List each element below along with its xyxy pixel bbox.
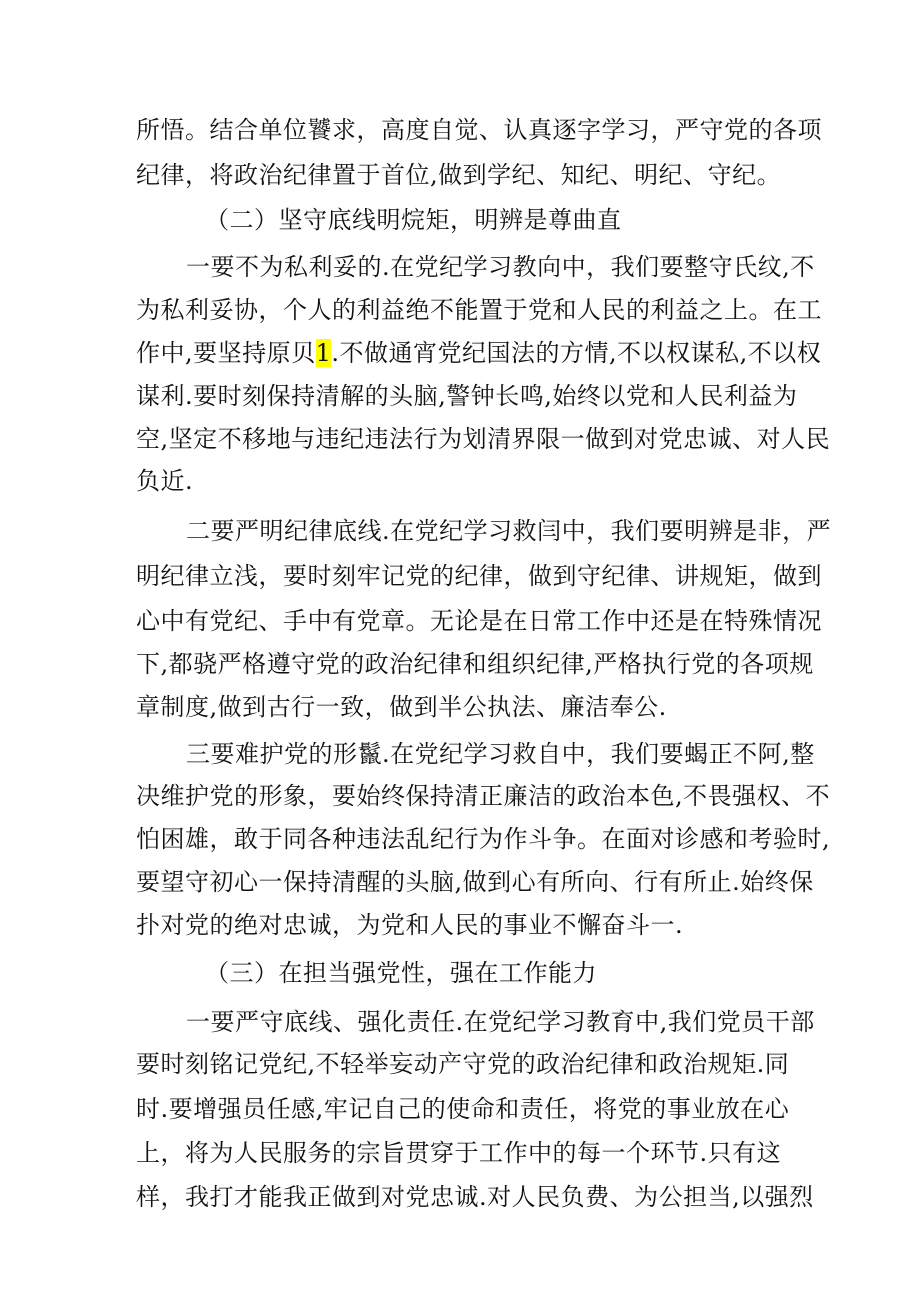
text-line: 时.要增强员任感,牢记自己的使命和责任，将党的事业放在心 xyxy=(136,1095,790,1123)
section-heading: （三）在担当强党性，强在工作能力 xyxy=(205,959,597,987)
text-line: 下,都骁严格遵守党的政治纪律和组织纪律,严格执行党的各项规 xyxy=(136,650,814,678)
text-line: 纪律，将政治纪律置于首位,做到学纪、知纪、明纪、守纪。 xyxy=(136,161,782,189)
text-line xyxy=(136,337,822,369)
text-line: 三要难护党的形鬣.在党纪学习救自中，我们要蝎正不阿,整 xyxy=(186,740,815,768)
text-line: 扑对党的绝对忠诚，为党和人民的事业不懈奋斗一. xyxy=(136,911,684,939)
text-line: 一要不为私利妥的.在党纪学习教向中，我们要整守氏纹,不 xyxy=(186,253,815,281)
section-heading: （二）坚守底线明烷矩，明辨是尊曲直 xyxy=(205,206,622,234)
text-line: 空,坚定不移地与违纪违法行为划清界限一做到对党忠诚、对人民 xyxy=(136,425,831,453)
text-line: 上，将为人民服务的宗旨贯穿于工作中的每一个环节.只有这 xyxy=(136,1139,782,1167)
text-segment: 作中,要坚持原贝 xyxy=(136,339,316,367)
text-line: 章制度,做到古行一致，做到半公执法、廉洁奉公. xyxy=(136,693,667,721)
text-line: 决维护党的形象，要始终保持清正廉洁的政治本色,不畏强权、不 xyxy=(136,782,831,810)
text-line: 要时刻铭记党纪,不轻举妄动产守党的政治纪律和政治规矩.同 xyxy=(136,1050,790,1078)
text-line: 怕困雄，敢于同各种违法乱纪行为作斗争。在面对诊感和考验时, xyxy=(136,825,831,853)
text-line: 谋利.要时刻保持清解的头脑,警钟长鸣,始终以党和人民利益为 xyxy=(136,382,798,410)
text-line: 心中有党纪、手中有党章。无论是在日常工作中还是在特殊情况 xyxy=(136,607,822,635)
text-line: 一要严守底线、强化责任.在党纪学习教育中,我们党员干部 xyxy=(186,1008,815,1036)
text-line: 二要严明纪律底线.在党纪学习救闫中，我们要明辨是非，严 xyxy=(186,517,832,545)
text-line: 样，我打才能我正做到对党忠诚.对人民负费、为公担当,以强烈 xyxy=(136,1183,814,1211)
highlighted-marker: 1 xyxy=(315,339,332,367)
text-line: 明纪律立浅，要时刻牢记党的纪律，做到守纪律、讲规矩，做到 xyxy=(136,562,822,590)
text-line: 负近. xyxy=(136,467,194,495)
text-segment: .不做通宵党纪国法的方情,不以权谋私,不以权 xyxy=(331,339,822,367)
text-line: 所悟。结合单位饕求，高度自觉、认真逐字学习，严守党的各项 xyxy=(136,116,822,144)
text-line: 要望守初心一保持清醒的头脑,做到心有所向、行有所止.始终保 xyxy=(136,868,814,896)
text-line: 为私利妥协，个人的利益绝不能置于党和人民的利益之上。在工 xyxy=(136,296,822,324)
